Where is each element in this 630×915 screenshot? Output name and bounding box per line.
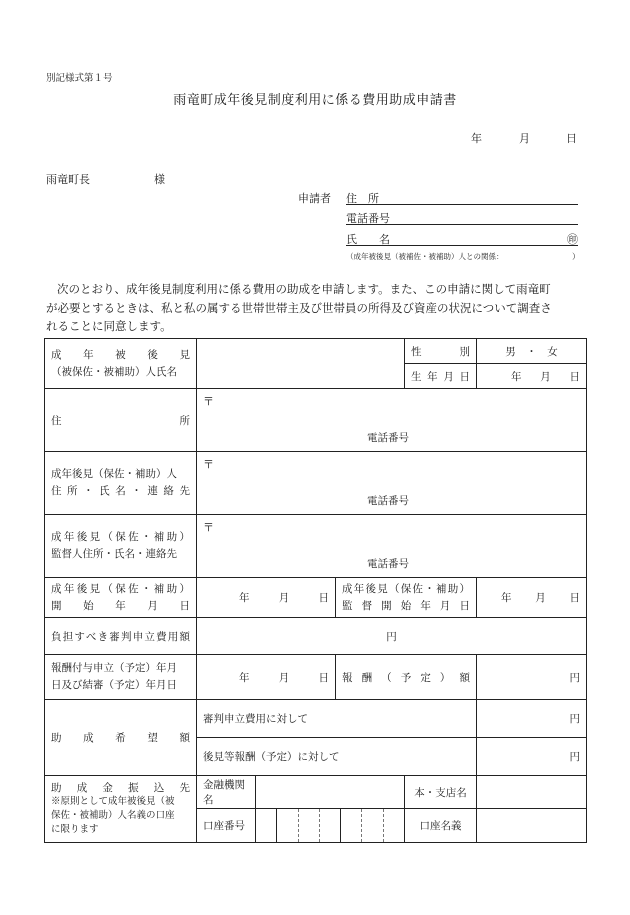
account-digit-3[interactable] bbox=[299, 809, 320, 842]
guardian-label bbox=[45, 452, 197, 515]
applicant-label: 申請者 bbox=[298, 192, 331, 205]
consent-text bbox=[46, 280, 586, 336]
account-no-label: 口座番号 bbox=[197, 809, 256, 843]
transfer-label-2: ※原則として成年被後見（被 bbox=[51, 796, 175, 807]
account-digit-7[interactable] bbox=[384, 809, 404, 842]
reward-amount-label: 報酬（予定）額 bbox=[336, 655, 477, 700]
relation-close: ） bbox=[572, 252, 580, 261]
supervisor-phone-label: 電話番号 bbox=[367, 558, 409, 570]
guardian-postal-mark: 〒 bbox=[203, 458, 214, 471]
start-date-label bbox=[45, 578, 197, 618]
subsidy-reward-yen: 円 bbox=[569, 751, 581, 763]
sex-value[interactable]: 男 ・ 女 bbox=[477, 339, 587, 364]
subsidy-reward-input[interactable] bbox=[477, 738, 587, 776]
account-digit-6[interactable] bbox=[362, 809, 383, 842]
address-label-2: 所 bbox=[179, 414, 190, 427]
reward-date-input[interactable] bbox=[197, 655, 336, 700]
address-input[interactable] bbox=[197, 389, 587, 452]
branch-input[interactable] bbox=[477, 776, 587, 809]
birth-year: 年 bbox=[511, 370, 522, 383]
birth-month: 月 bbox=[540, 370, 551, 383]
reward-date-label-1: 報酬付与申立（予定）年月 bbox=[51, 662, 177, 674]
sup-start-label-2: 監督開始年月日 bbox=[342, 599, 471, 612]
applicant-phone-label: 電話番号 bbox=[346, 212, 390, 225]
consent-line-2: が必要とするときは、私と私の属する世帯世帯主及び世帯員の所得及び資産の状況について調査さ bbox=[46, 300, 552, 315]
sup-start-date-label bbox=[336, 578, 477, 618]
addressee-honorific: 様 bbox=[154, 173, 165, 186]
transfer-label-4: に限ります bbox=[51, 824, 99, 835]
reward-amount-input[interactable] bbox=[477, 655, 587, 700]
guardian-label-1: 成年後見（保佐・補助）人 bbox=[51, 468, 177, 480]
supervisor-label-2: 監督人住所・氏名・連絡先 bbox=[51, 548, 177, 560]
consent-line-1: 次のとおり、成年後見制度利用に係る費用の助成を申請します。また、この申請に関して雨竜町 bbox=[57, 282, 551, 296]
reward-date-label-2: 日及び結審（予定）年月日 bbox=[51, 679, 177, 691]
subsidy-label: 助 成 希 望 額 bbox=[45, 700, 197, 776]
date-day: 日 bbox=[566, 132, 577, 145]
sup-start-label-1: 成年後見（保佐・補助） bbox=[342, 582, 471, 595]
account-name-input[interactable] bbox=[477, 809, 587, 843]
date-month: 月 bbox=[519, 132, 530, 145]
reward-day: 日 bbox=[318, 671, 329, 684]
supervisor-postal-mark: 〒 bbox=[203, 521, 214, 534]
applicant-address-label: 住 所 bbox=[346, 192, 379, 205]
guardian-label-2: 住所・氏名・連絡先 bbox=[51, 485, 190, 497]
branch-label: 本・支店名 bbox=[405, 776, 477, 809]
subsidy-reward-label: 後見等報酬（予定）に対して bbox=[197, 738, 477, 776]
birth-day: 日 bbox=[569, 370, 581, 383]
start-date-input[interactable] bbox=[197, 578, 336, 618]
page-title: 雨竜町成年後見制度利用に係る費用助成申請書 bbox=[173, 93, 457, 108]
applicant-name-field[interactable] bbox=[346, 231, 578, 246]
reward-month: 月 bbox=[278, 671, 290, 684]
supervisor-label bbox=[45, 515, 197, 578]
subsidy-fee-label: 審判申立費用に対して bbox=[197, 700, 477, 738]
subsidy-fee-yen: 円 bbox=[569, 713, 581, 725]
ward-name-label bbox=[45, 339, 197, 389]
applicant-phone-field[interactable] bbox=[346, 210, 578, 225]
fee-label: 負担すべき審判申立費用額 bbox=[45, 618, 197, 655]
consent-line-3: れることに同意します。 bbox=[46, 319, 172, 333]
address-phone-label: 電話番号 bbox=[367, 432, 409, 444]
birth-input[interactable] bbox=[477, 364, 587, 389]
ward-name-label-1: 成 年 被 後 見 bbox=[51, 348, 190, 361]
applicant-name-label: 氏 名 bbox=[346, 233, 390, 246]
applicant-address-field[interactable] bbox=[346, 190, 578, 205]
supervisor-label-1: 成年後見（保佐・補助） bbox=[51, 531, 190, 543]
fee-input[interactable] bbox=[197, 618, 587, 655]
reward-date-label bbox=[45, 655, 197, 700]
reward-year: 年 bbox=[239, 671, 250, 684]
start-day: 日 bbox=[318, 592, 329, 604]
account-digit-2[interactable] bbox=[277, 809, 298, 842]
ward-name-label-2: （被保佐・被補助）人氏名 bbox=[51, 365, 177, 378]
application-table bbox=[44, 338, 587, 843]
bank-label: 金融機関名 bbox=[197, 776, 256, 809]
account-name-label: 口座名義 bbox=[405, 809, 477, 843]
transfer-label-1: 助 成 金 振 込 先 bbox=[51, 782, 190, 794]
ward-name-input[interactable] bbox=[197, 339, 405, 389]
account-digit-4[interactable] bbox=[320, 809, 341, 842]
addressee: 雨竜町長 bbox=[46, 173, 90, 186]
address-label-1: 住 bbox=[51, 414, 62, 427]
sex-label: 性 別 bbox=[405, 339, 477, 364]
birth-label: 生年月日 bbox=[405, 364, 477, 389]
account-digit-5[interactable] bbox=[341, 809, 362, 842]
sup-start-month: 月 bbox=[535, 592, 546, 604]
fee-yen: 円 bbox=[386, 630, 397, 643]
account-digit-1[interactable] bbox=[256, 809, 277, 842]
sup-start-year: 年 bbox=[501, 592, 512, 604]
transfer-label-3: 保佐・被補助）人名義の口座 bbox=[51, 810, 175, 821]
address-label bbox=[45, 389, 197, 452]
transfer-label bbox=[45, 776, 197, 843]
start-date-label-2: 開 始 年 月 日 bbox=[51, 599, 190, 612]
bank-input[interactable] bbox=[256, 776, 405, 809]
sup-start-date-input[interactable] bbox=[477, 578, 587, 618]
start-year: 年 bbox=[239, 592, 250, 604]
relation-label: （成年被後見（被補佐・被補助）人との関係： bbox=[346, 252, 504, 261]
guardian-phone-label: 電話番号 bbox=[367, 495, 409, 507]
reward-yen: 円 bbox=[569, 671, 581, 684]
start-month: 月 bbox=[278, 592, 290, 604]
account-no-input[interactable] bbox=[256, 809, 405, 843]
supervisor-input[interactable] bbox=[197, 515, 587, 578]
date-year: 年 bbox=[471, 132, 482, 145]
start-date-label-1: 成年後見（保佐・補助） bbox=[51, 582, 190, 595]
seal-mark: ㊞ bbox=[567, 233, 578, 246]
postal-mark: 〒 bbox=[203, 395, 214, 408]
form-number: 別記様式第１号 bbox=[46, 73, 113, 84]
subsidy-fee-input[interactable] bbox=[477, 700, 587, 738]
guardian-input[interactable] bbox=[197, 452, 587, 515]
sup-start-day: 日 bbox=[569, 592, 581, 604]
